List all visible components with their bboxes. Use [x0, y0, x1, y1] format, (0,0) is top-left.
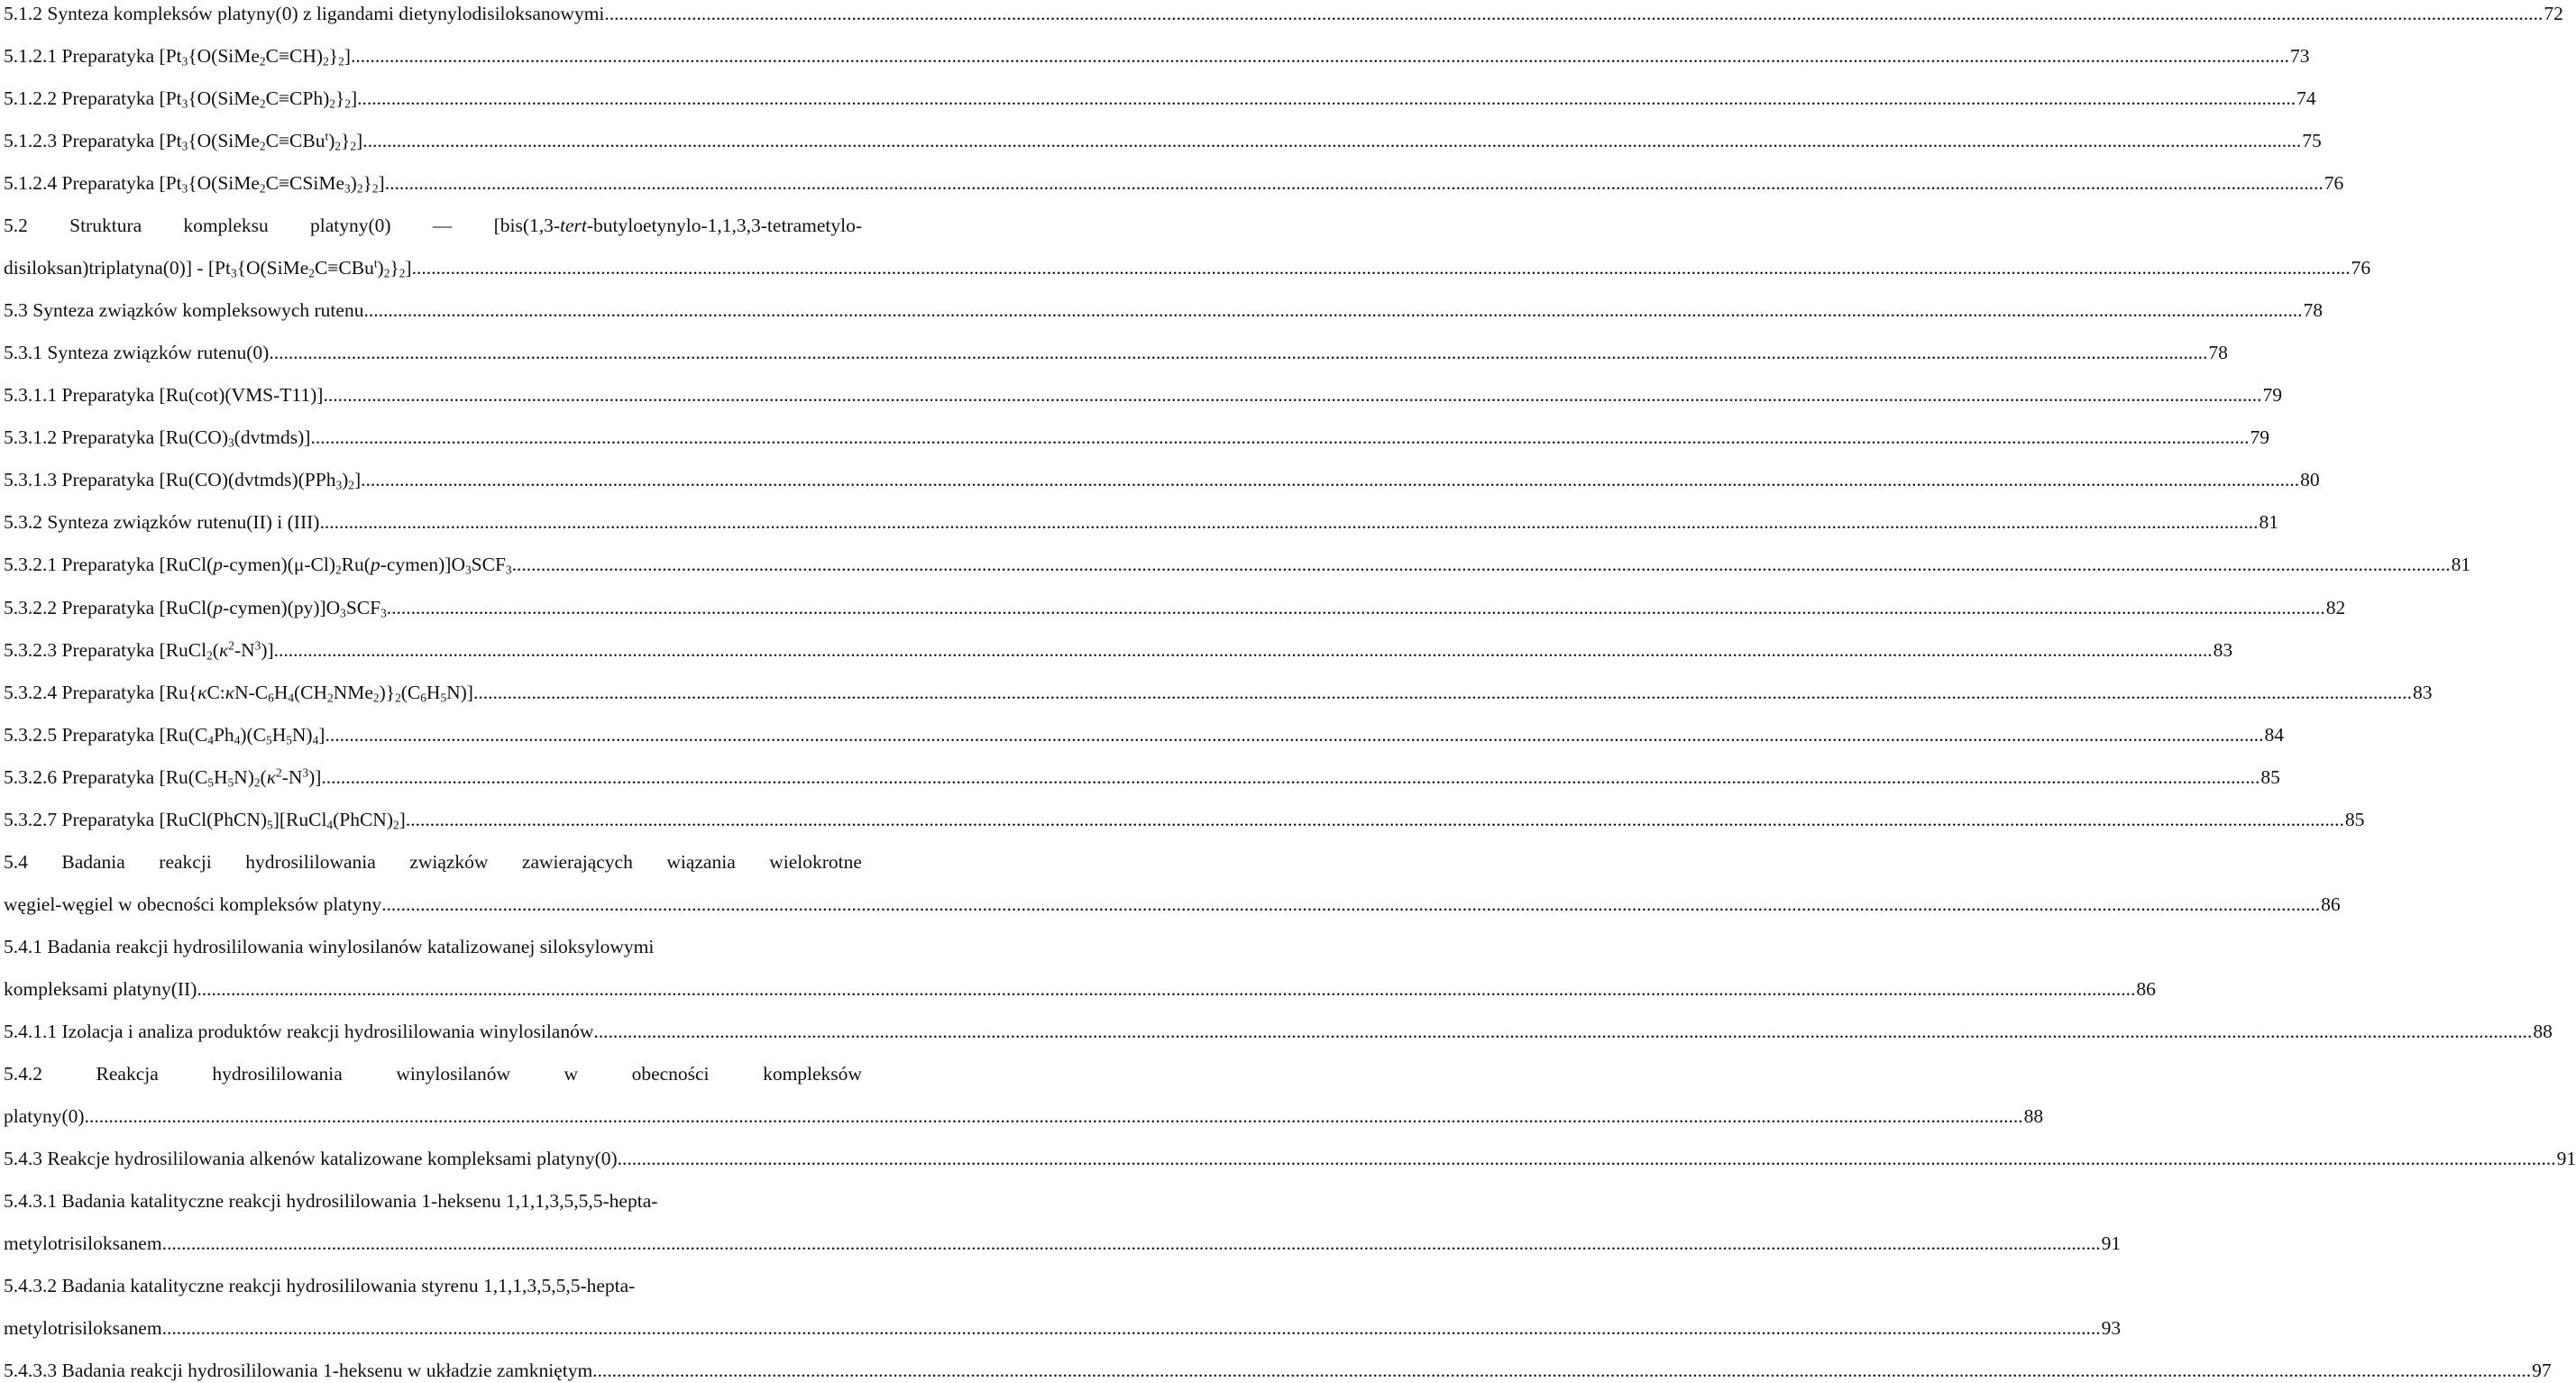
toc-page-number: 72 [2544, 3, 2563, 24]
toc-page-number: 93 [2101, 1317, 2122, 1339]
toc-entry-title: 5.3 Synteza związków kompleksowych rutenu [4, 299, 364, 321]
toc-page-number: 79 [2262, 384, 2282, 406]
toc-entry-word: w [564, 1063, 579, 1085]
toc-entry [4, 1188, 862, 1214]
toc-entry-word: kompleksu [183, 215, 269, 236]
toc-page-number: 91 [2556, 1148, 2576, 1169]
dot-leader: ................................................................................................................................................................................................................................................................................................................................................................................................................ [386, 597, 2325, 618]
toc-entry-title: 5.4.3.3 Badania reakcji hydrosililowania 1-heksenu w układzie zamkniętym [4, 1360, 593, 1381]
dot-leader: ................................................................................................................................................................................................................................................................................................................................................................................................................ [472, 682, 2412, 703]
toc-entry-title: 5.3.1.1 Preparatyka [Ru(cot)(VMS-T11)] [4, 384, 324, 406]
toc-entry [4, 298, 2323, 323]
dot-leader: ................................................................................................................................................................................................................................................................................................................................................................................................................ [362, 130, 2302, 151]
toc-page-number: 86 [2136, 978, 2156, 1000]
toc-entry-word: wielokrotne [769, 851, 862, 873]
dot-leader: ................................................................................................................................................................................................................................................................................................................................................................................................................ [321, 766, 2260, 788]
toc-entry-title: platyny(0) [4, 1105, 85, 1127]
toc-entry-word: hydrosililowania [245, 851, 376, 873]
dot-leader: ................................................................................................................................................................................................................................................................................................................................................................................................................ [319, 511, 2259, 533]
toc-entry-title: 5.3.2.6 Preparatyka $[Ru(C_5H_5N)_2(\kappa^2-N^3)]$ [4, 765, 322, 790]
toc-entry-word: 5.2 [4, 215, 28, 236]
toc-page-number: 82 [2325, 597, 2346, 618]
toc-entry [4, 1315, 2122, 1341]
toc-entry-word: reakcji [159, 851, 212, 873]
toc-page-number: 78 [2303, 299, 2323, 321]
dot-leader: ................................................................................................................................................................................................................................................................................................................................................................................................................ [197, 978, 2136, 1000]
toc-entry [4, 128, 2322, 153]
dot-leader: ................................................................................................................................................................................................................................................................................................................................................................................................................ [363, 299, 2303, 321]
toc-entry-title: 5.4.1.1 Izolacja i analiza produktów reakcji hydrosililowania winylosilanów [4, 1021, 594, 1042]
toc-entry-title: węgiel-węgiel w obecności kompleksów platyny [4, 893, 382, 915]
toc-page-number: 88 [2023, 1105, 2044, 1127]
dot-leader: ................................................................................................................................................................................................................................................................................................................................................................................................................ [604, 3, 2544, 24]
toc-entry-title: 5.4.3.1 Badania katalityczne reakcji hydrosililowania 1-heksenu 1,1,1,3,5,5,5-hepta- [4, 1190, 658, 1212]
toc-entry [4, 595, 2346, 620]
dot-leader: ................................................................................................................................................................................................................................................................................................................................................................................................................ [161, 1232, 2101, 1254]
dot-leader: ................................................................................................................................................................................................................................................................................................................................................................................................................ [511, 554, 2451, 575]
toc-entry-title: 5.1.2 Synteza kompleksów platyny(0) z ligandami dietynylodisiloksanowymi [4, 3, 605, 24]
toc-entry [4, 509, 2278, 535]
dot-leader: ................................................................................................................................................................................................................................................................................................................................................................................................................ [411, 257, 2351, 279]
toc-entry [4, 1061, 862, 1086]
toc-entry [4, 86, 2316, 111]
toc-entry [4, 1358, 2552, 1383]
toc-page-number: 76 [2324, 172, 2344, 194]
dot-leader: ................................................................................................................................................................................................................................................................................................................................................................................................................ [310, 426, 2250, 448]
toc-entry [4, 340, 2228, 365]
toc-page-number: 88 [2533, 1021, 2553, 1042]
toc-entry-word: kompleksów [763, 1063, 862, 1085]
toc-page-number: 84 [2264, 724, 2284, 746]
dot-leader: ................................................................................................................................................................................................................................................................................................................................................................................................................ [361, 469, 2300, 490]
toc-entry-word: hydrosililowania [212, 1063, 343, 1085]
toc-entry-title: 5.3.2.1 Preparatyka $[RuCl(p-cymen)(\mu-Cl)_2Ru(p-cymen)]O_3SCF_3$ [4, 554, 512, 577]
dot-leader: ................................................................................................................................................................................................................................................................................................................................................................................................................ [357, 87, 2296, 109]
toc-entry [4, 680, 2433, 705]
toc-entry [4, 552, 2471, 577]
toc-entry-title: 5.1.2.2 Preparatyka $[Pt_3\{O(SiMe_2C\equiv CPh)_2\}_2]$ [4, 87, 358, 111]
toc-entry [4, 1019, 2553, 1044]
toc-entry [4, 722, 2284, 747]
toc-entry [4, 43, 2310, 69]
toc-entry-word: winylosilanów [396, 1063, 510, 1085]
toc-page-number: 81 [2451, 554, 2471, 575]
toc-entry-title: 5.3.1.2 Preparatyka $[Ru(CO)_3(dvtmds)]$ [4, 426, 311, 450]
toc-entry-title: 5.4.3.2 Badania katalityczne reakcji hydrosililowania styrenu 1,1,1,3,5,5,5-hepta- [4, 1275, 636, 1296]
toc-entry [4, 934, 862, 959]
toc-page-number: 85 [2344, 809, 2365, 830]
toc-entry-word: związków [409, 851, 489, 873]
dot-leader: ................................................................................................................................................................................................................................................................................................................................................................................................................ [617, 1148, 2556, 1169]
toc-entry-word: obecności [631, 1063, 710, 1085]
toc-entry [4, 467, 2320, 492]
dot-leader: ................................................................................................................................................................................................................................................................................................................................................................................................................ [161, 1317, 2101, 1339]
toc-entry-title: 5.1.2.1 Preparatyka $[Pt_3\{O(SiMe_2C\equiv CH)_2\}_2]$ [4, 45, 351, 69]
toc-entry-word: — [432, 215, 453, 236]
toc-entry [4, 255, 2371, 280]
dot-leader: ................................................................................................................................................................................................................................................................................................................................................................................................................ [273, 639, 2213, 661]
toc-entry-title: kompleksami platyny(II) [4, 978, 197, 1000]
toc-entry-word: Reakcja [96, 1063, 159, 1085]
dot-leader: ................................................................................................................................................................................................................................................................................................................................................................................................................ [405, 809, 2344, 830]
toc-entry-word: zawierających [521, 851, 633, 873]
toc-page-number: 81 [2259, 511, 2278, 533]
dot-leader: ................................................................................................................................................................................................................................................................................................................................................................................................................ [593, 1021, 2533, 1042]
dot-leader: ................................................................................................................................................................................................................................................................................................................................................................................................................ [269, 342, 2208, 363]
toc-entry-title: 5.3.2.7 Preparatyka $[RuCl(PhCN)_5][RuCl_4(PhCN)_2]$ [4, 809, 406, 832]
toc-entry-word: wiązania [666, 851, 736, 873]
toc-page-number: 78 [2208, 342, 2228, 363]
toc-entry-title: 5.3.2.2 Preparatyka $[RuCl(p-cymen)(py)]O_3SCF_3$ [4, 597, 387, 620]
toc-entry-word: [bis(1,3-tert-butyloetynylo-1,1,3,3-tetrametylo- [493, 215, 862, 236]
toc-entry [4, 637, 2233, 663]
toc-page-number: 83 [2213, 639, 2233, 661]
toc-entry-word: 5.4.2 [4, 1063, 42, 1085]
dot-leader: ................................................................................................................................................................................................................................................................................................................................................................................................................ [325, 724, 2264, 746]
toc-entry-title: 5.1.2.3 Preparatyka $[Pt_3\{O(SiMe_2C\equiv CBu^t)_2\}_2]$ [4, 129, 363, 153]
toc-entry [4, 765, 2280, 790]
toc-page-number: 83 [2412, 682, 2433, 703]
toc-page-number: 75 [2302, 130, 2322, 151]
toc-entry-title: metylotrisiloksanem [4, 1317, 162, 1339]
toc-page-number: 73 [2289, 45, 2310, 67]
toc-entry [4, 892, 2341, 917]
toc-entry-word: platyny(0) [310, 215, 391, 236]
toc-entry-title: 5.1.2.4 Preparatyka $[Pt_3\{O(SiMe_2C\equiv CSiMe_3)_2\}_2]$ [4, 172, 385, 196]
dot-leader: ................................................................................................................................................................................................................................................................................................................................................................................................................ [323, 384, 2262, 406]
toc-entry-word: 5.4 [4, 851, 28, 873]
toc-page-number: 85 [2260, 766, 2280, 788]
toc-entry-title: metylotrisiloksanem [4, 1232, 162, 1254]
toc-entry [4, 170, 2344, 196]
dot-leader: ................................................................................................................................................................................................................................................................................................................................................................................................................ [592, 1360, 2532, 1381]
toc-entry-title: 5.3.2.5 Preparatyka $[Ru(C_4Ph_4)(C_5H_5N)_4]$ [4, 724, 325, 747]
toc-entry [4, 1273, 862, 1298]
toc-entry-title: 5.3.2.3 Preparatyka $[RuCl_2(\kappa^2-N^3)]$ [4, 638, 274, 663]
dot-leader: ................................................................................................................................................................................................................................................................................................................................................................................................................ [350, 45, 2289, 67]
toc-entry-title: disiloksan)triplatyna(0)] - $[Pt_3\{O(SiMe_2C\equiv CBu^t)_2\}_2]$ [4, 256, 412, 280]
toc-entry [4, 849, 862, 875]
toc-page-number: 74 [2296, 87, 2316, 109]
dot-leader: ................................................................................................................................................................................................................................................................................................................................................................................................................ [384, 172, 2324, 194]
toc-page-number: 97 [2532, 1360, 2552, 1381]
toc-entry-title: 5.3.2 Synteza związków rutenu(II) i (III) [4, 511, 320, 533]
toc-entry [4, 1, 2563, 26]
dot-leader: ................................................................................................................................................................................................................................................................................................................................................................................................................ [84, 1105, 2023, 1127]
toc-entry-word: Badania [61, 851, 125, 873]
toc-entry [4, 807, 2365, 832]
toc-entry [4, 1231, 2122, 1256]
toc-entry-word: Struktura [69, 215, 142, 236]
toc-entry-title: 5.3.1.3 Preparatyka $[Ru(CO)(dvtmds)(PPh_3)_2]$ [4, 469, 362, 492]
toc-entry [4, 976, 2156, 1002]
toc-entry-title: 5.3.1 Synteza związków rutenu(0) [4, 342, 270, 363]
dot-leader: ................................................................................................................................................................................................................................................................................................................................................................................................................ [381, 893, 2321, 915]
toc-page-number: 80 [2300, 469, 2320, 490]
toc-page-number: 91 [2101, 1232, 2122, 1254]
toc-entry [4, 213, 862, 238]
toc-page-number: 76 [2351, 257, 2371, 279]
toc-page-number: 86 [2321, 893, 2341, 915]
toc-entry [4, 1146, 2576, 1171]
toc-entry-title: 5.3.2.4 Preparatyka $[Ru\{\kappa C:\kappa N-C_6H_4(CH_2NMe_2)\}_2(C_6H_5N)]$ [4, 682, 473, 705]
toc-entry [4, 382, 2282, 408]
toc-page-number: 79 [2250, 426, 2269, 448]
toc-entry [4, 1104, 2044, 1129]
toc-entry-title: 5.4.3 Reakcje hydrosililowania alkenów katalizowane kompleksami platyny(0) [4, 1148, 618, 1169]
toc-entry [4, 425, 2269, 450]
toc-entry-title: 5.4.1 Badania reakcji hydrosililowania winylosilanów katalizowanej siloksylowymi [4, 936, 655, 957]
